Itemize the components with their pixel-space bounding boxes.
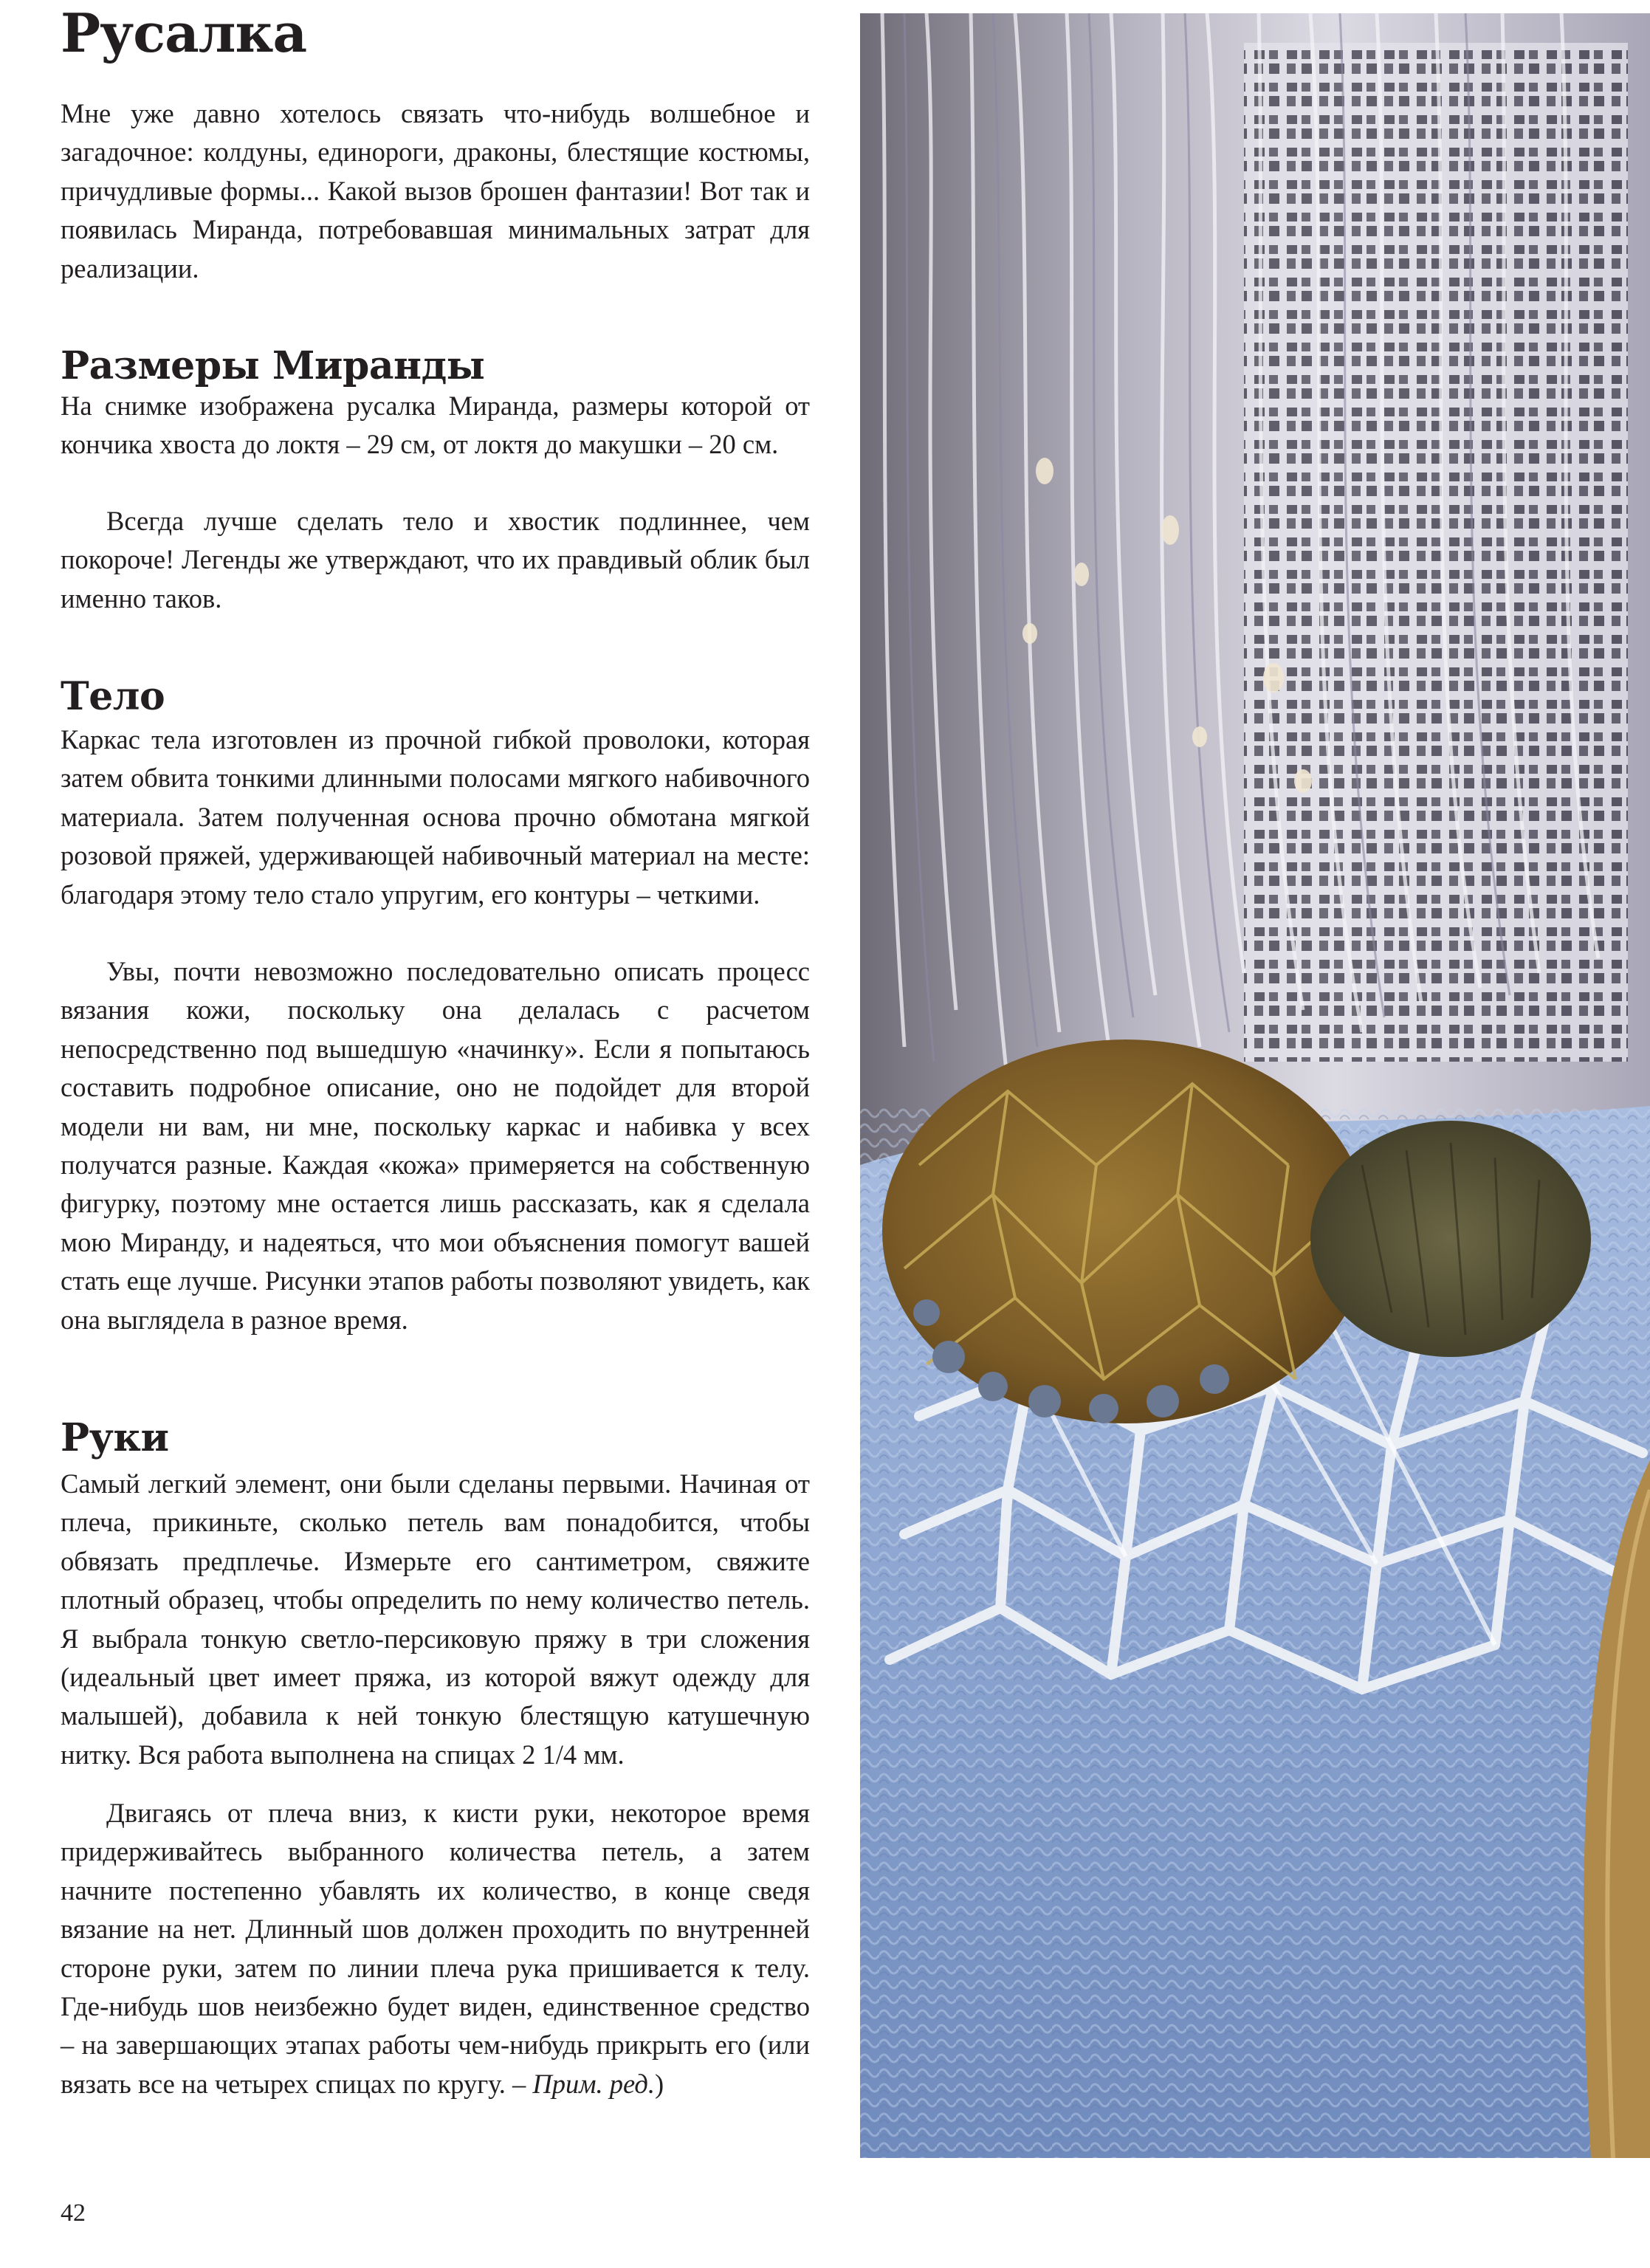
arms-paragraph-2 [61,1794,810,2103]
arms-paragraph-2-text: Двигаясь от плеча вниз, к кисти руки, некоторое время придерживайтесь выбранного количества петель, а затем начните постепенно убавлять их количество, в конце сведя вязание на нет. Длинный шов должен проходить по внутренней стороне руки, затем по линии плеча рука пришивается к телу. Где-нибудь шов неизбежно будет виден, единственное средство – на завершающих этапах работы чем-нибудь прикрыть его (или вязать все на четырех спицах по кругу. – [61,1798,810,2099]
section-heading-arms: Руки [61,1415,169,1460]
intro-paragraph: Мне уже давно хотелось связать что-нибудь волшебное и загадочное: колдуны, единороги, драконы, блестящие костюмы, причудливые формы... Какой вызов брошен фантазии! Вот так и появилась Миранда, потребовавшая минимальных затрат для реализации. [61,98,810,284]
section-heading-sizes: Размеры Миранды [61,343,485,388]
sizes-paragraph-1: На снимке изображена русалка Миранда, размеры которой от кончика хвоста до локтя – 29 см, от локтя до макушки – 20 см. [61,391,810,460]
sizes-paragraph-2: Всегда лучше сделать тело и хвостик подлиннее, чем покороче! Легенды же утверждают, что их правдивый облик был именно таков. [61,506,810,614]
page-number: 42 [61,2199,86,2227]
arms-paragraph-1: Самый легкий элемент, они были сделаны первыми. Начиная от плеча, прикиньте, сколько петель вам понадобится, чтобы обвязать предплечье. Измерьте его сантиметром, свяжите плотный образец, чтобы определить по нему количество петель. Я выбрала тонкую светло-персиковую пряжу в три сложения (идеальный цвет имеет пряжа, из которой вяжут одежду для малышей), добавила к ней тонкую блестящую катушечную нитку. Вся работа выполнена на спицах 2 1/4 мм. [61,1468,810,1770]
mermaid-photo [860,13,1650,2158]
editor-note: Прим. ред. [532,2068,655,2099]
body-paragraph-2: Увы, почти невозможно последовательно описать процесс вязания кожи, поскольку она делалась с расчетом непосредственно под вышедшую «начинку». Если я попытаюсь составить подробное описание, оно не подойдет для второй модели ни вам, ни мне, поскольку каркас и набивка у всех получатся разные. Каждая «кожа» примеряется на собственную фигурку, поэтому мне остается лишь рассказать, как я сделала мою Миранду, и надеяться, что мои объяснения помогут вашей стать еще лучше. Рисунки этапов работы позволяют увидеть, как она выглядела в разное время. [61,956,810,1335]
page-title: Русалка [61,1,307,64]
mermaid-photo-illustration [860,13,1650,2158]
body-paragraph-1: Каркас тела изготовлен из прочной гибкой проволоки, которая затем обвита тонкими длинными полосами мягкого набивочного материала. Затем полученная основа прочно обмотана мягкой розовой пряжей, удерживающей набивочный материал на месте: благодаря этому тело стало упругим, его контуры – четкими. [61,724,810,910]
section-heading-body: Тело [61,674,165,719]
arms-paragraph-2-end: ) [654,2068,664,2099]
